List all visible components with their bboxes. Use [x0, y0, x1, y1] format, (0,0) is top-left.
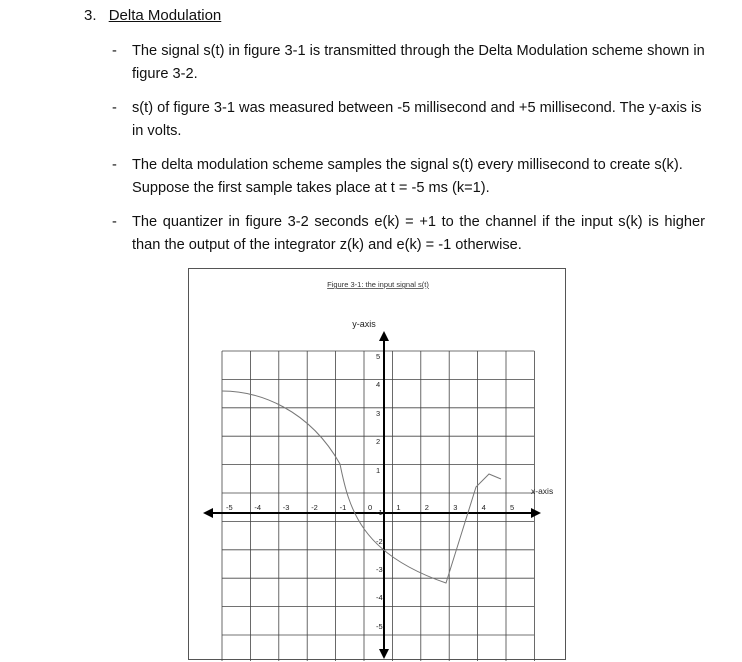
section-number: 3.: [84, 7, 97, 24]
bullet-text: The delta modulation scheme samples the signal s(t) every millisecond to create s(k). Suppose the first sample takes place at t = -5 ms (k=1).: [132, 157, 683, 196]
bullet-text: s(t) of figure 3-1 was measured between -5 millisecond and +5 millisecond. The y-axis is in volts.: [132, 100, 702, 139]
bullet-dash: -: [112, 43, 117, 59]
signal-curve: [222, 391, 501, 583]
x-tick-label: 0: [368, 503, 373, 512]
y-tick-label: -5: [376, 622, 383, 631]
y-tick-label: 3: [376, 409, 381, 418]
plot-axes: [203, 331, 541, 659]
x-tick-label: -3: [282, 503, 290, 512]
x-tick-label: 4: [481, 503, 486, 512]
x-axis-arrow-left: [203, 508, 213, 518]
y-tick-label: 2: [376, 437, 381, 446]
bullet-dash: -: [112, 157, 117, 173]
x-tick-label: -5: [226, 503, 233, 512]
figure-3-1: [188, 268, 566, 660]
x-tick-label: 1: [396, 503, 401, 512]
x-tick-label: -4: [254, 503, 262, 512]
bullet-dash: -: [112, 100, 117, 116]
bullet-dash: -: [112, 214, 117, 230]
y-tick-label: 5: [376, 352, 381, 361]
y-tick-label: 4: [376, 380, 381, 389]
y-tick-label: -1: [376, 508, 383, 517]
x-tick-label: 5: [510, 503, 515, 512]
x-axis-arrow-right: [531, 508, 541, 518]
x-axis-label: x-axis: [531, 486, 554, 496]
x-tick-label: 3: [453, 503, 458, 512]
x-tick-label: 2: [424, 503, 429, 512]
y-tick-label: -2: [376, 537, 383, 546]
section-title: Delta Modulation: [108, 7, 222, 24]
y-tick-labels: [376, 352, 383, 631]
bullet-text: The signal s(t) in figure 3-1 is transmitted through the Delta Modulation scheme shown in figure 3-2.: [132, 43, 705, 82]
y-tick-label: -4: [376, 593, 383, 602]
y-axis-arrow-up: [379, 331, 389, 341]
y-tick-label: 1: [376, 466, 381, 475]
x-tick-label: -1: [339, 503, 347, 512]
x-tick-label: -2: [311, 503, 318, 512]
plot-grid: [222, 351, 534, 661]
signal-plot: [189, 269, 567, 661]
y-axis-arrow-down: [379, 649, 389, 659]
bullet-text: The quantizer in figure 3-2 seconds e(k) = +1 to the channel if the input s(k) is higher than the output of the integrator z(k) and e(k) = -1 otherwise.: [132, 214, 705, 253]
section-heading: [84, 7, 221, 24]
y-axis-label: y-axis: [352, 319, 376, 329]
figure-caption: Figure 3-1: the input signal s(t): [327, 280, 429, 289]
y-tick-label: -3: [376, 565, 383, 574]
